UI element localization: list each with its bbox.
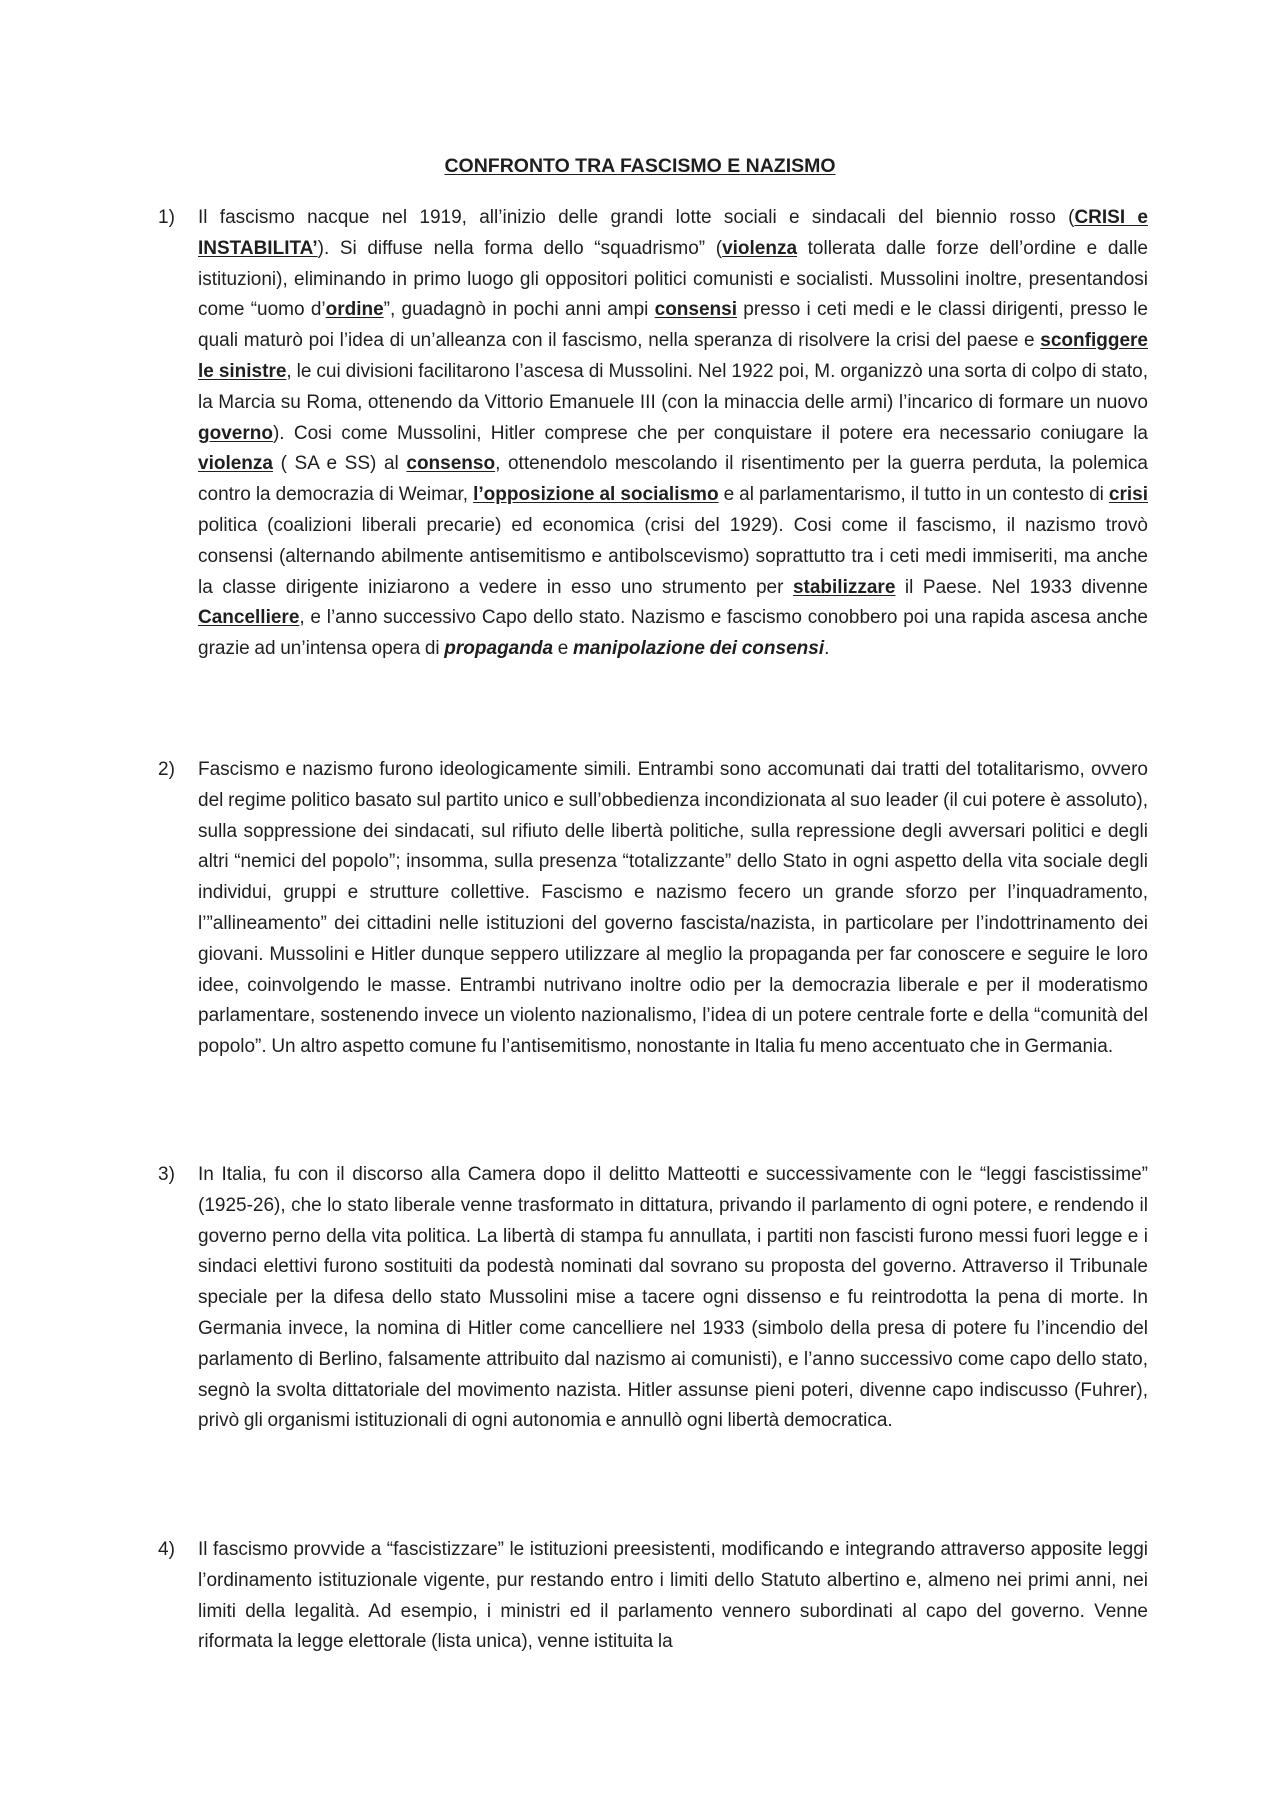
paragraph-4	[198, 1535, 1148, 1658]
text-run: ). Si diffuse nella forma dello “squadrismo” (	[317, 237, 723, 259]
emphasized-text: consensi	[654, 299, 737, 321]
text-run: , ottenendolo mescolando il risentimento per la guerra perduta, la polemica contro la democrazia di Weimar,	[198, 453, 1148, 506]
text-run: il Paese. Nel 1933 divenne	[895, 576, 1148, 598]
text-run: e al parlamentarismo, il tutto in un contesto di	[718, 484, 1109, 506]
list-number: 4)	[158, 1539, 175, 1560]
emphasized-text: consenso	[406, 453, 496, 475]
list-number: 1)	[158, 207, 175, 228]
emphasized-text: ordine	[325, 299, 384, 321]
emphasized-text: l’opposizione al socialismo	[473, 484, 719, 506]
emphasized-text: manipolazione dei consensi	[572, 638, 825, 660]
text-run: , le cui divisioni facilitarono l’ascesa di Mussolini. Nel 1922 poi, M. organizzò una sorta di colpo di stato, la Marcia su Roma, ottenendo da Vittorio Emanuele III (con la minaccia delle armi) l’incarico di formare un nuovo	[198, 360, 1148, 413]
emphasized-text: sconfiggere le sinistre	[198, 330, 1148, 382]
text-run: Il fascismo nacque nel 1919, all’inizio delle grandi lotte sociali e sindacali del biennio rosso (	[198, 207, 1075, 228]
text-run: , e l’anno successivo Capo dello stato. Nazismo e fascismo conobbero poi una rapida ascesa anche grazie ad un’intensa opera di	[198, 607, 1148, 660]
emphasized-text: governo	[198, 422, 273, 444]
emphasized-text: CRISI e INSTABILITA’	[198, 207, 1149, 259]
text-run: .	[824, 638, 830, 660]
list-number: 2)	[158, 759, 175, 780]
document-title: CONFRONTO TRA FASCISMO E NAZISMO	[444, 155, 836, 177]
paragraph-3	[198, 1160, 1148, 1437]
emphasized-text: propaganda	[444, 638, 554, 660]
emphasized-text: stabilizzare	[792, 576, 896, 598]
emphasized-text: violenza	[722, 237, 798, 259]
text-run: ( SA e SS) al	[272, 453, 407, 475]
emphasized-text: Cancelliere	[198, 607, 300, 629]
text-run: presso i ceti medi e le classi dirigenti, presso le quali maturò poi l’idea di un’alleanza con il fascismo, nella speranza di risolvere la crisi del paese e	[198, 299, 1148, 352]
paragraph-1	[198, 203, 1148, 665]
emphasized-text: violenza	[198, 453, 273, 475]
text-run: In Italia, fu con il discorso alla Camera dopo il delitto Matteotti e successivamente con le “leggi fascistissime” (1925-26), che lo stato liberale venne trasformato in dittatura, privando il parlamento di ogni potere, e rendendo il governo perno della vita politica. La libertà di stampa fu annullata, i partiti non fascisti furono messi fuori legge e i sindaci elettivi furono sostituiti da podestà nominati dal sovrano su proposta del governo. Attraverso il Tribunale speciale per la difesa dello stato Mussolini mise a tacere ogni dissenso e fu reintrodotta la pena di morte. In Germania invece, la nomina di Hitler come cancelliere nel 1933 (simbolo della presa di potere fu l’incendio del parlamento di Berlino, falsamente attribuito dal nazismo ai comunisti), e l’anno successivo come capo dello stato, segnò la svolta dittatoriale del movimento nazista. Hitler assunse pieni poteri, divenne capo indiscusso (Fuhrer), privò gli organismi istituzionali di ogni autonomia e annullò ogni libertà democratica.	[198, 1164, 1148, 1432]
paragraph-2	[198, 755, 1148, 1063]
text-run: e	[553, 638, 573, 660]
text-run: tollerata dalle forze dell’ordine e dalle istituzioni), eliminando in primo luogo gli oppositori politici comunisti e socialisti. Mussolini inoltre, presentandosi come “uomo d’	[198, 237, 1148, 321]
list-number: 3)	[158, 1164, 175, 1185]
emphasized-text: crisi	[1108, 484, 1148, 506]
text-run: ”, guadagnò in pochi anni ampi	[383, 299, 655, 321]
text-run: Il fascismo provvide a “fascistizzare” le istituzioni preesistenti, modificando e integrando attraverso apposite leggi l’ordinamento istituzionale vigente, pur restando entro i limiti dello Statuto albertino e, almeno nei primi anni, nei limiti della legalità. Ad esempio, i ministri ed il parlamento vennero subordinati al capo del governo. Venne riformata la legge elettorale (lista unica), venne istituita la	[198, 1539, 1148, 1653]
text-run: Fascismo e nazismo furono ideologicamente simili. Entrambi sono accomunati dai tratti del totalitarismo, ovvero del regime politico basato sul partito unico e sull’obbedienza incondizionata al suo leader (il cui potere è assoluto), sulla soppressione dei sindacati, sul rifiuto delle libertà politiche, sulla repressione degli avversari politici e degli altri “nemici del popolo”; insomma, sulla presenza “totalizzante” dello Stato in ogni aspetto della vita sociale degli individui, gruppi e strutture collettive. Fascismo e nazismo fecero un grande sforzo per l’inquadramento, l’”allineamento” dei cittadini nelle istituzioni del governo fascista/nazista, in particolare per l’indottrinamento dei giovani. Mussolini e Hitler dunque seppero utilizzare al meglio la propaganda per far conoscere e seguire le loro idee, coinvolgendo le masse. Entrambi nutrivano inoltre odio per la democrazia liberale e per il moderatismo parlamentare, sostenendo invece un violento nazionalismo, l’idea di un potere centrale forte e della “comunità del popolo”. Un altro aspetto comune fu l’antisemitismo, nonostante in Italia fu meno accentuato che in Germania.	[198, 759, 1148, 1058]
text-run: politica (coalizioni liberali precarie) ed economica (crisi del 1929). Cosi come il fascismo, il nazismo trovò consensi (alternando abilmente antisemitismo e antibolscevismo) soprattutto tra i ceti medi immiseriti, ma anche la classe dirigente iniziarono a vedere in esso uno strumento per	[198, 514, 1148, 598]
text-run: ). Cosi come Mussolini, Hitler comprese che per conquistare il potere era necessario coniugare la	[272, 422, 1148, 444]
